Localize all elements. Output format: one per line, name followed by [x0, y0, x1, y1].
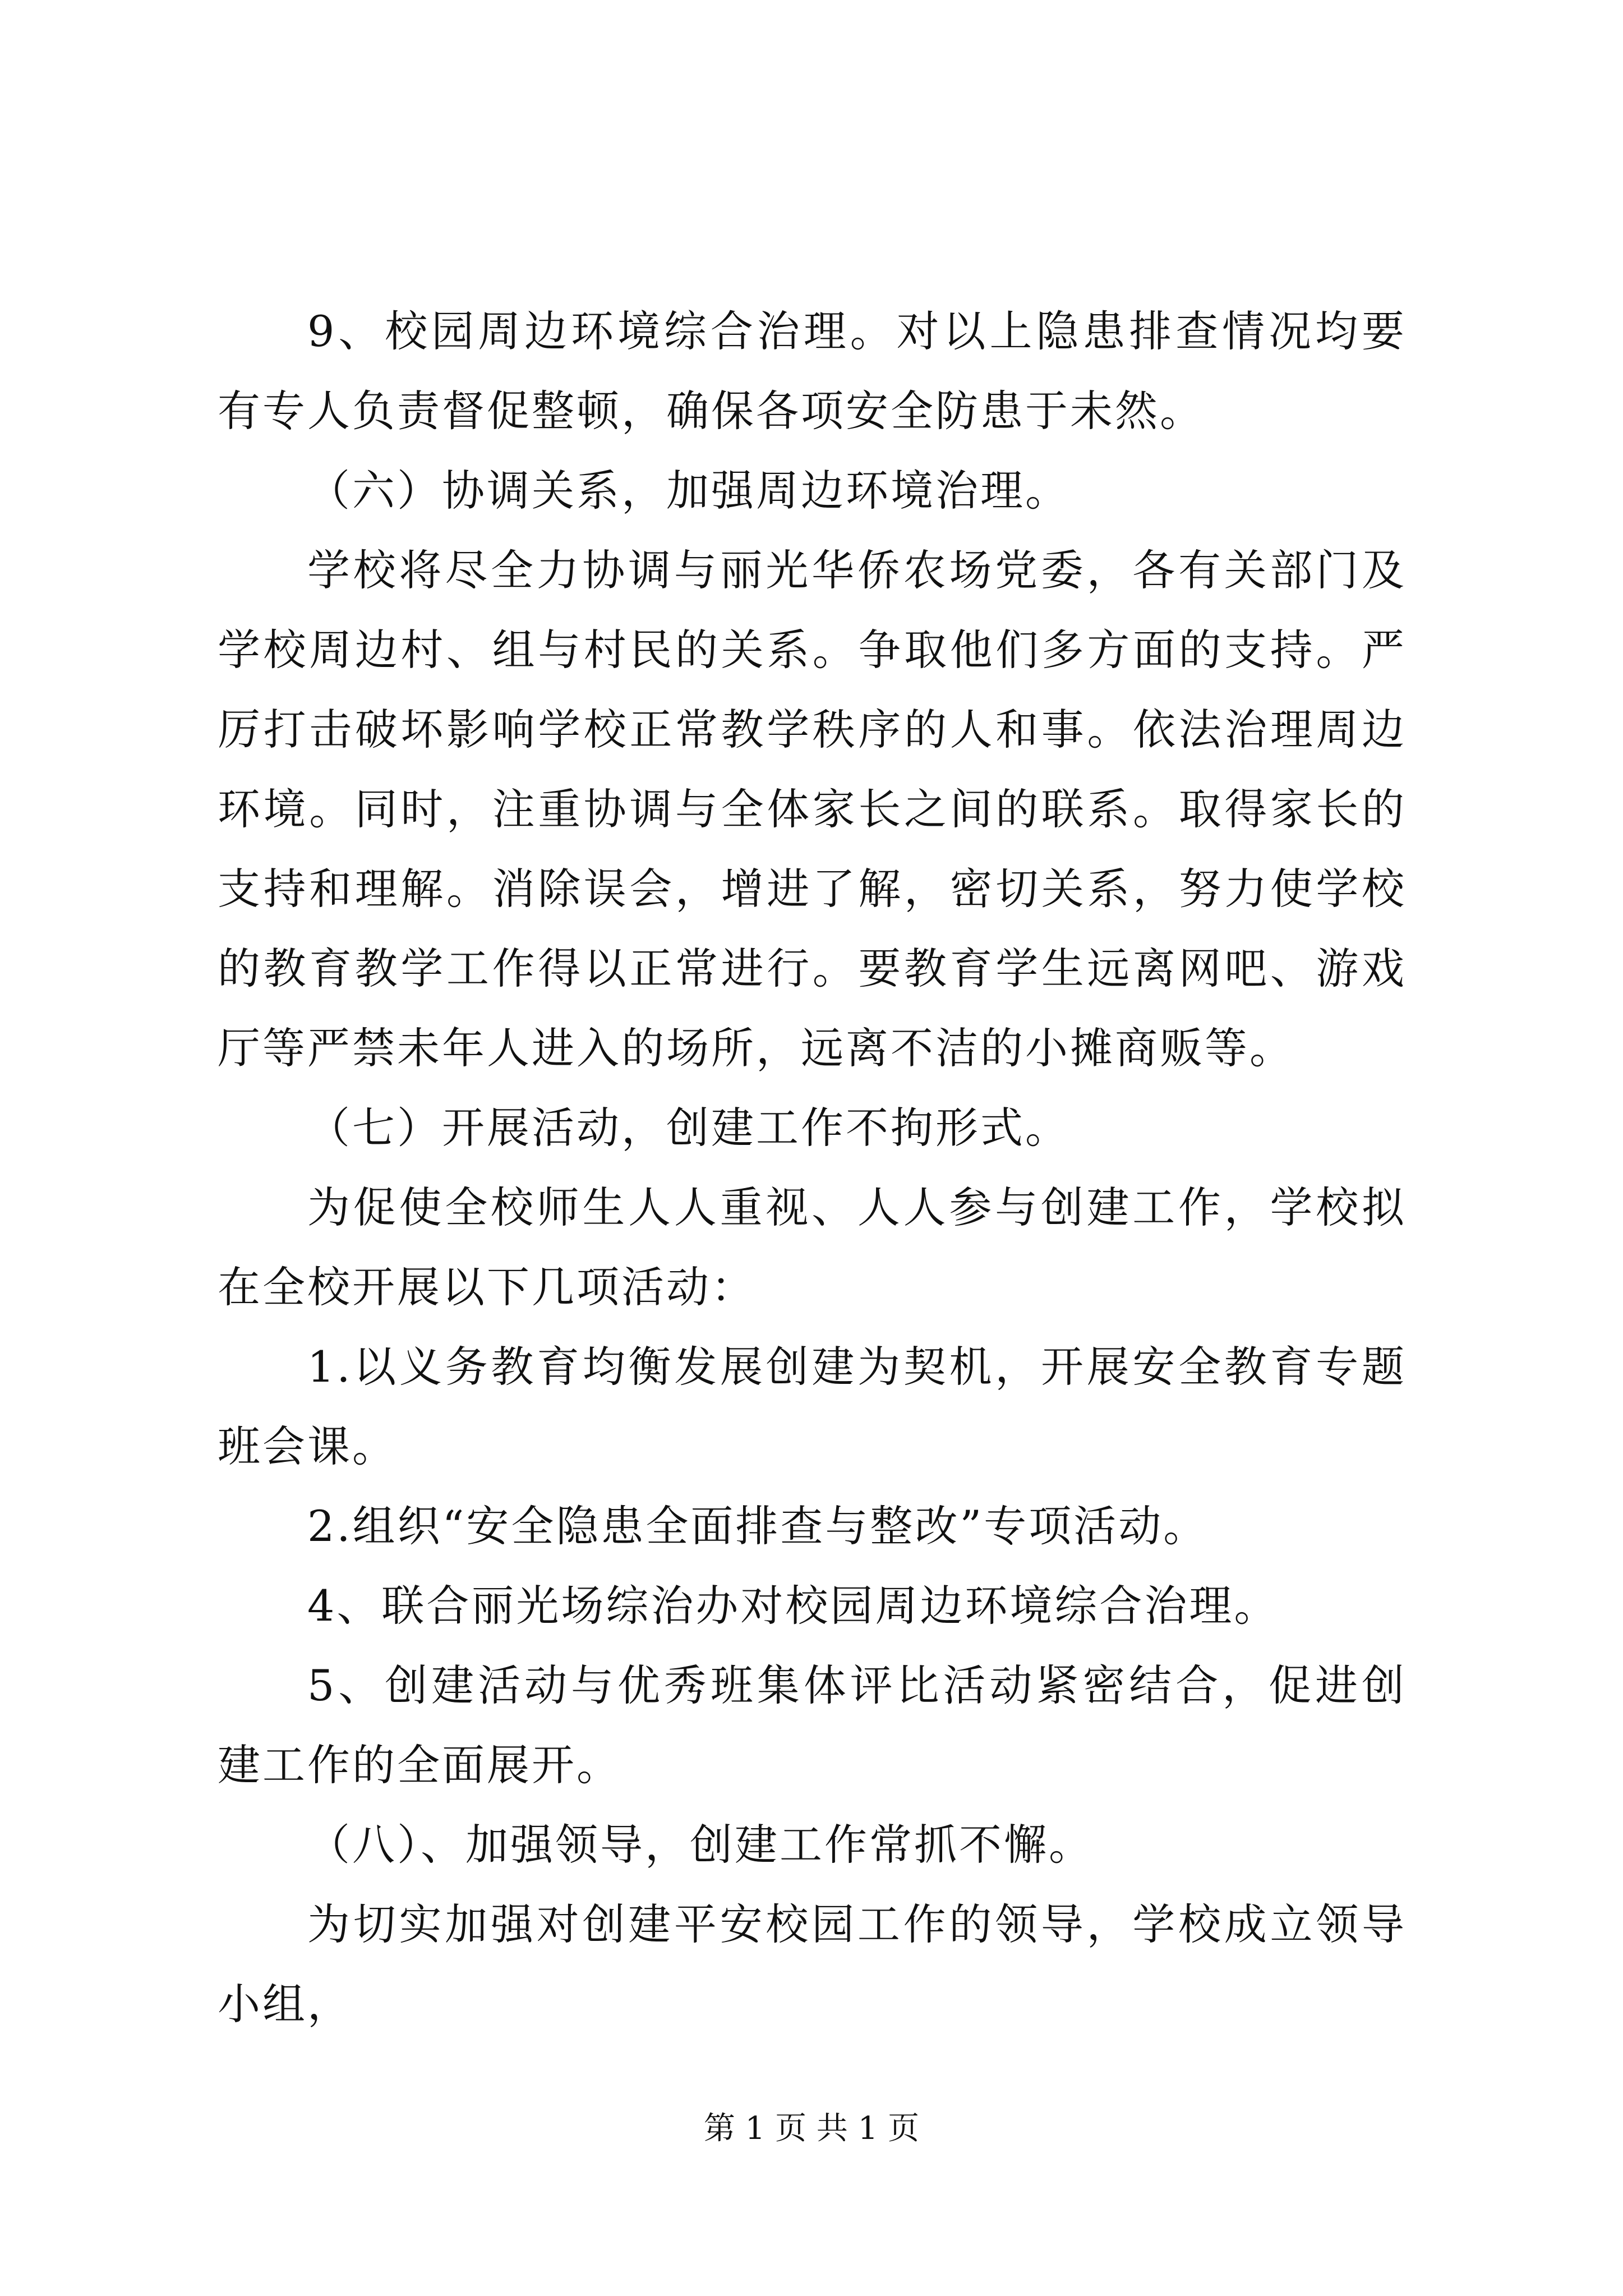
section-heading-seven: （七）开展活动，创建工作不拘形式。 [307, 1103, 1070, 1153]
paragraph-item-9: 9、校园周边环境综合治理。对以上隐患排查情况均要有专人负责督促整顿，确保各项安全防患于未然。 [218, 306, 1407, 436]
page-footer: 第 1 页 共 1 页 [703, 2110, 920, 2147]
list-item-4: 4、联合丽光场综治办对校园周边环境综合治理。 [307, 1581, 1279, 1631]
paragraph-leadership: 为切实加强对创建平安校园工作的领导，学校成立领导小组， [218, 1899, 1407, 2029]
paragraph-coordination: 学校将尽全力协调与丽光华侨农场党委，各有关部门及学校周边村、组与村民的关系。争取他们多方面的支持。严厉打击破坏影响学校正常教学秩序的人和事。依法治理周边环境。同时，注重协调与全体家长之间的联系。取得家长的支持和理解。消除误会，增进了解，密切关系，努力使学校的教育教学工作得以正常进行。要教育学生远离网吧、游戏厅等严禁未年人进入的场所，远离不洁的小摊商贩等。 [218, 545, 1407, 1073]
list-item-1: 1.以义务教育均衡发展创建为契机，开展安全教育专题班会课。 [218, 1342, 1407, 1471]
list-item-2: 2.组织“安全隐患全面排查与整改”专项活动。 [307, 1501, 1209, 1551]
section-heading-eight: （八）、加强领导，创建工作常抓不懈。 [307, 1820, 1094, 1870]
list-item-5: 5、创建活动与优秀班集体评比活动紧密结合，促进创建工作的全面展开。 [218, 1660, 1407, 1790]
document-body [218, 292, 1407, 2044]
section-heading-six: （六）协调关系，加强周边环境治理。 [307, 466, 1070, 516]
paragraph-activities-intro: 为促使全校师生人人重视、人人参与创建工作，学校拟在全校开展以下几项活动： [218, 1182, 1407, 1312]
